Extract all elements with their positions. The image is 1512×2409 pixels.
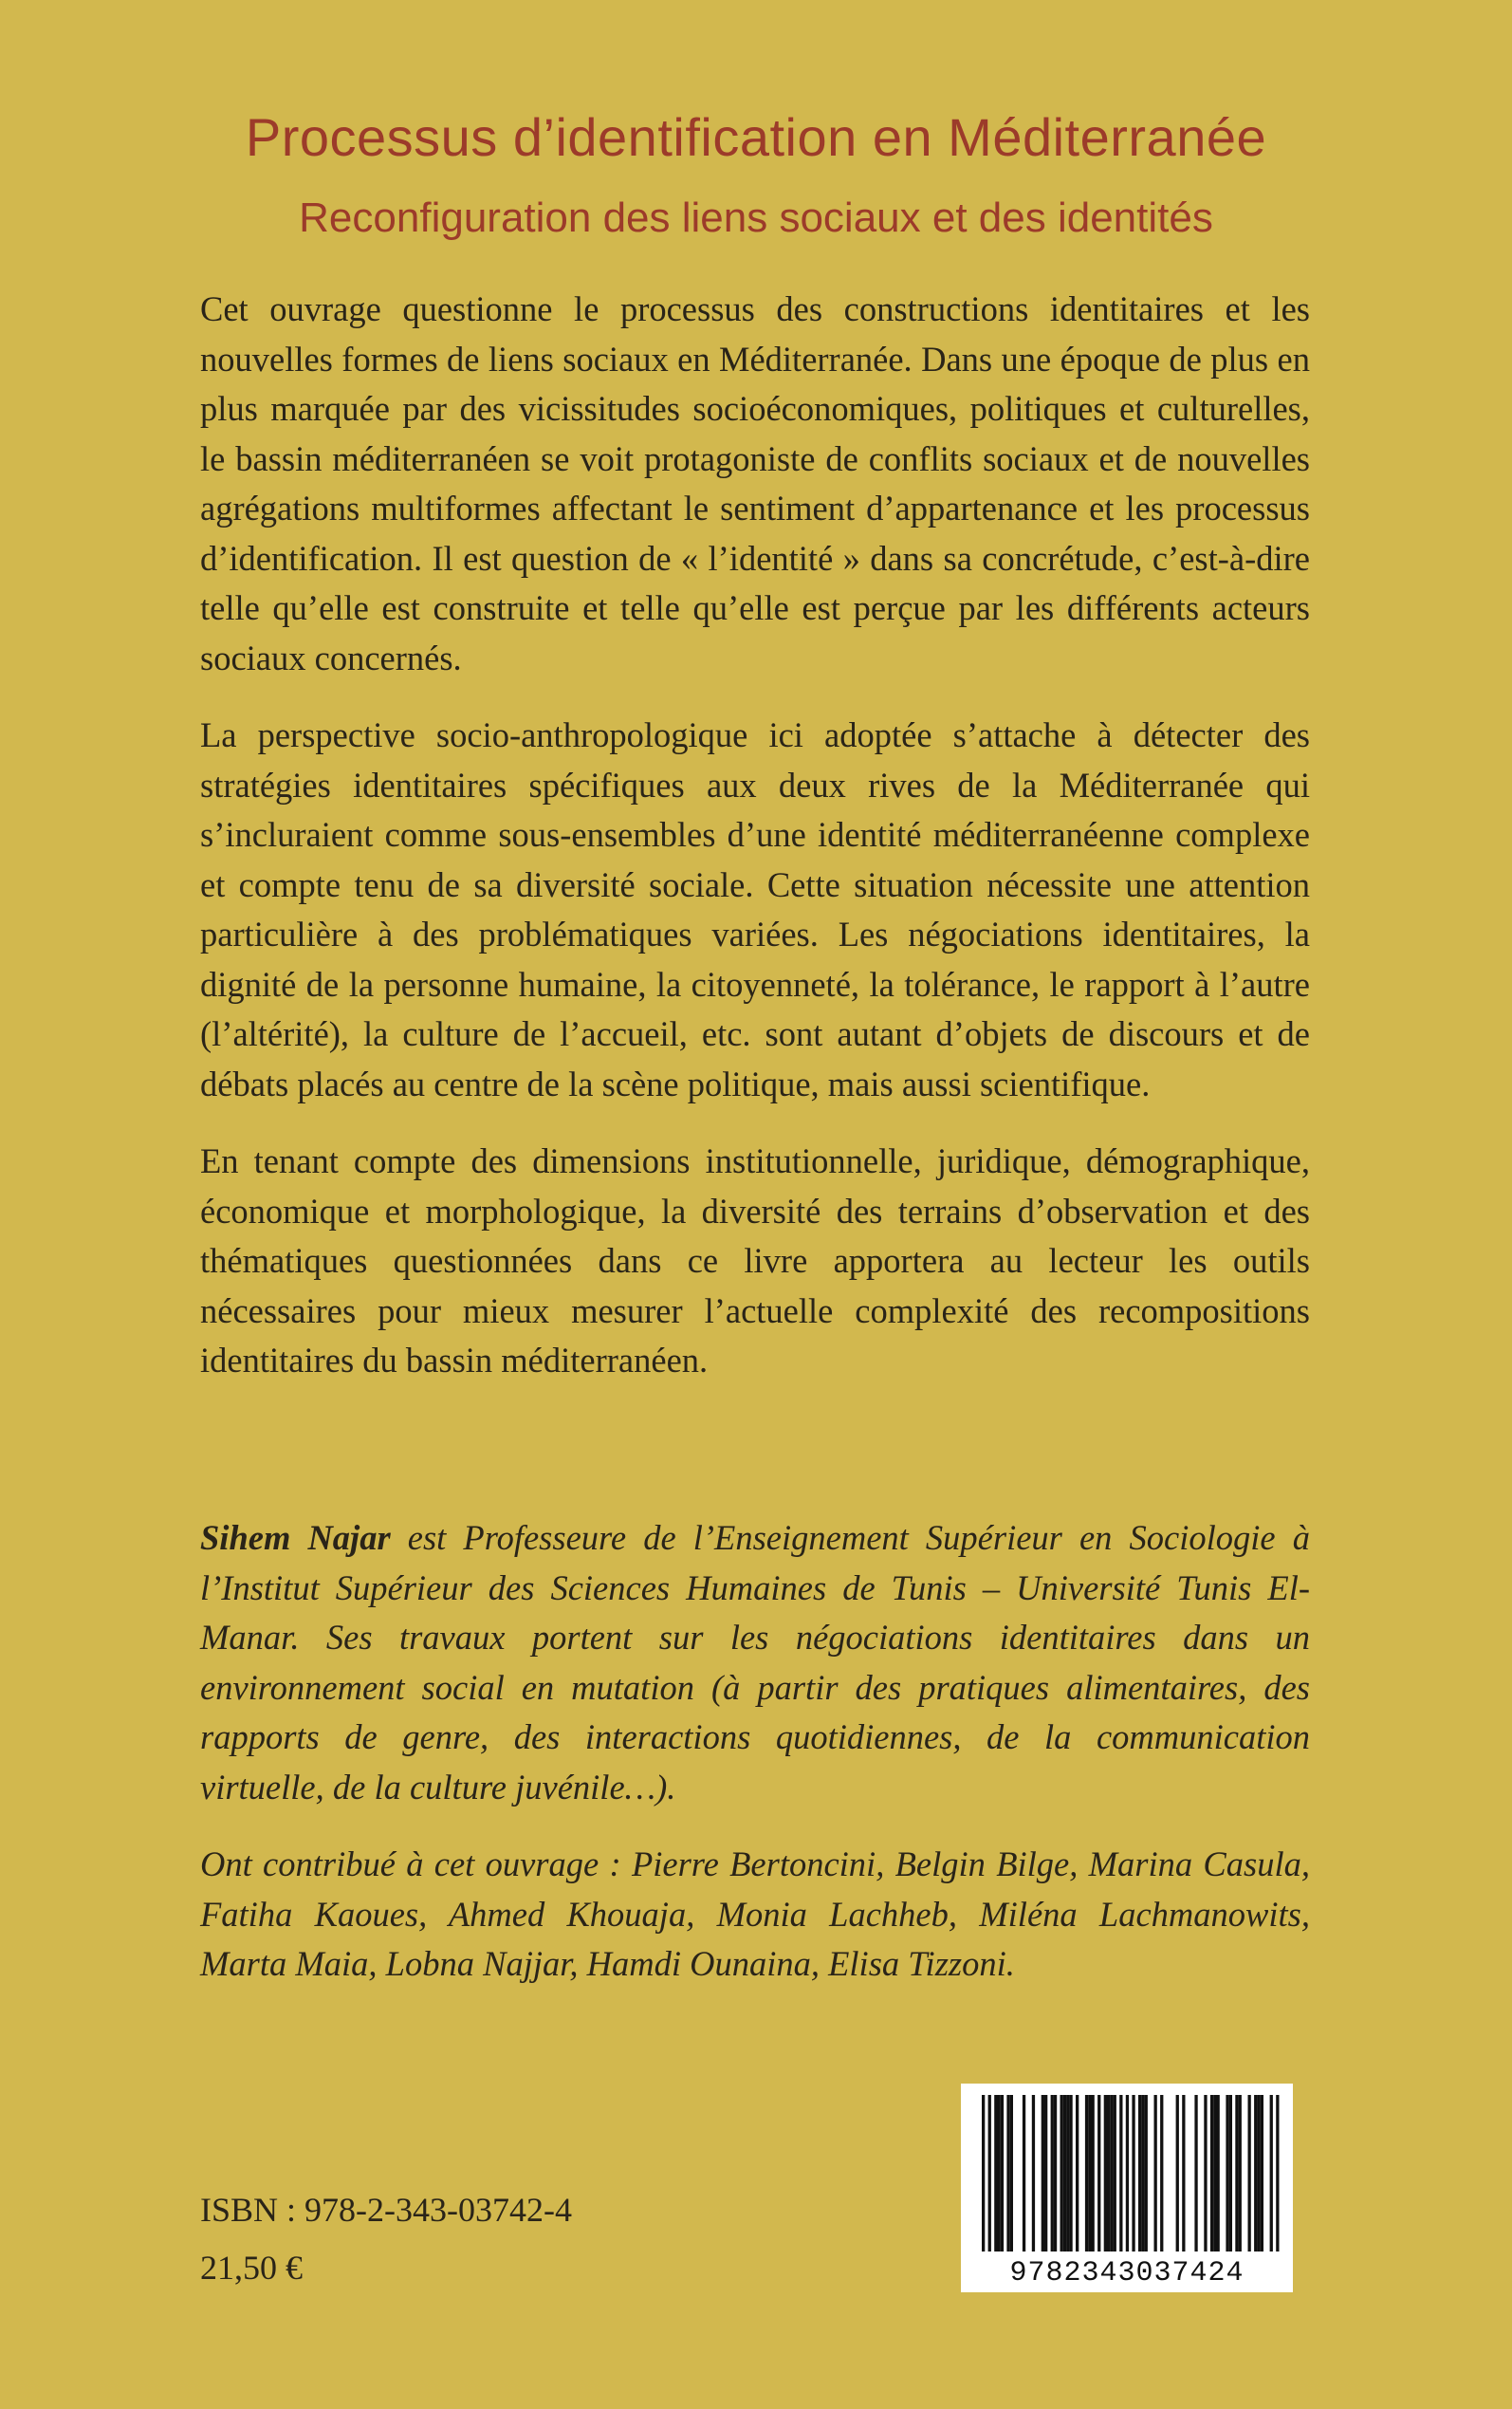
- barcode-bar: [1210, 2095, 1213, 2251]
- barcode-bar: [1257, 2095, 1260, 2251]
- barcode-bar: [1032, 2095, 1035, 2251]
- summary-paragraph: La perspective socio-anthropologique ici adoptée s’attache à détecter des stratégies identitaires spécifiques aux deux rives de la Méditerranée qui s’incluraient comme sous-ensembles d’une identité méditerranéenne complexe et compte tenu de sa diversité sociale. Cette situation nécessite une attention particulière à des problématiques variées. Les négociations identitaires, la dignité de la personne humaine, la citoyenneté, la tolérance, le rapport à l’autre (l’altérité), la culture de l’accueil, etc. sont autant d’objets de discours et de débats placés au centre de la scène politique, mais aussi scientifique.: [200, 715, 1310, 1103]
- barcode-bar: [1044, 2095, 1047, 2251]
- barcode-bar: [1217, 2095, 1220, 2251]
- barcode-bar: [1060, 2095, 1063, 2251]
- barcode-bar: [1160, 2095, 1163, 2251]
- barcode-bar: [1076, 2095, 1079, 2251]
- barcode-number: 9782343037424: [1009, 2257, 1245, 2289]
- barcode-bar: [1276, 2095, 1279, 2251]
- barcode-bar: [1248, 2095, 1251, 2251]
- barcode-bar: [1088, 2095, 1091, 2251]
- barcode-bar: [1104, 2095, 1107, 2251]
- price: 21,50 €: [200, 2249, 303, 2287]
- barcode: [961, 2084, 1293, 2292]
- summary-text: [200, 285, 1310, 1414]
- author-name: Sihem Najar: [200, 1518, 391, 1557]
- author-section: [200, 1513, 1310, 2017]
- barcode-bar: [1213, 2095, 1216, 2251]
- barcode-bar: [1239, 2095, 1242, 2251]
- barcode-bar: [1204, 2095, 1207, 2251]
- barcode-bar: [994, 2095, 997, 2251]
- barcode-bar: [1119, 2095, 1122, 2251]
- barcode-bar: [1270, 2095, 1273, 2251]
- barcode-bar: [1176, 2095, 1179, 2251]
- barcode-bar: [1001, 2095, 1004, 2251]
- barcode-bar: [1107, 2095, 1110, 2251]
- barcode-bar: [982, 2095, 985, 2251]
- contributors: Ont contribué à cet ouvrage : Pierre Bertoncini, Belgin Bilge, Marina Casula, Fatiha Kaoues, Ahmed Khouaja, Monia Lachheb, Miléna Lachmanowits, Marta Maia, Lobna Najjar, Hamdi Ounaina, Elisa Tizzoni.: [200, 1844, 1310, 1983]
- barcode-bar: [1254, 2095, 1257, 2251]
- barcode-bar: [1051, 2095, 1054, 2251]
- barcode-bar: [1010, 2095, 1013, 2251]
- barcode-bar: [1141, 2095, 1144, 2251]
- book-title: Processus d’identification en Méditerranée: [245, 107, 1267, 167]
- barcode-bar: [1261, 2095, 1263, 2251]
- isbn: ISBN : 978-2-343-03742-4: [200, 2191, 572, 2229]
- barcode-bar: [1085, 2095, 1088, 2251]
- barcode-bar: [1182, 2095, 1185, 2251]
- barcode-bar: [1097, 2095, 1100, 2251]
- barcode-bar: [998, 2095, 1001, 2251]
- summary-paragraph: Cet ouvrage questionne le processus des constructions identitaires et les nouvelles formes de liens sociaux en Méditerranée. Dans une époque de plus en plus marquée par des vicissitudes socioéconomiques, politiques et culturelles, le bassin méditerranéen se voit protagoniste de conflits sociaux et de nouvelles agrégations multiformes affectant le sentiment d’appartenance et les processus d’identification. Il est question de « l’identité » dans sa concrétude, c’est-à-dire telle qu’elle est construite et telle qu’elle est perçue par les différents acteurs sociaux concernés.: [200, 289, 1310, 677]
- author-bio: [200, 1513, 1310, 1812]
- barcode-bar: [1054, 2095, 1057, 2251]
- barcode-bar: [1069, 2095, 1072, 2251]
- barcode-bar: [1063, 2095, 1066, 2251]
- barcode-bar: [1023, 2095, 1025, 2251]
- barcode-bar: [1126, 2095, 1129, 2251]
- author-bio-text: est Professeure de l’Enseignement Supérieur en Sociologie à l’Institut Supérieur des Sciences Humaines de Tunis – Université Tunis El-Manar. Ses travaux portent sur les négociations identitaires dans un environnement social en mutation (à partir des pratiques alimentaires, des rapports de genre, des interactions quotidiennes, de la communication virtuelle, de la culture juvénile…).: [200, 1518, 1310, 1807]
- barcode-bar: [1110, 2095, 1113, 2251]
- barcode-bar: [1235, 2095, 1238, 2251]
- barcode-bar: [1042, 2095, 1044, 2251]
- barcode-bar: [1006, 2095, 1009, 2251]
- barcode-bar: [1138, 2095, 1141, 2251]
- barcode-bar: [988, 2095, 991, 2251]
- barcode-bar: [1145, 2095, 1148, 2251]
- barcode-bar: [1194, 2095, 1197, 2251]
- book-subtitle: Reconfiguration des liens sociaux et des identités: [299, 195, 1213, 241]
- barcode-bar: [1114, 2095, 1116, 2251]
- barcode-graphic: [961, 2084, 1293, 2292]
- barcode-bar: [1226, 2095, 1228, 2251]
- barcode-bar: [1066, 2095, 1069, 2251]
- barcode-bar: [1132, 2095, 1134, 2251]
- barcode-bar: [1154, 2095, 1157, 2251]
- summary-paragraph: En tenant compte des dimensions institutionnelle, juridique, démographique, économique et morphologique, la diversité des terrains d’observation et des thématiques questionnées dans ce livre apportera au lecteur les outils nécessaires pour mieux mesurer l’actuelle complexité des recompositions identitaires du bassin méditerranéen.: [200, 1141, 1310, 1380]
- barcode-bar: [1229, 2095, 1232, 2251]
- barcode-bar: [1092, 2095, 1095, 2251]
